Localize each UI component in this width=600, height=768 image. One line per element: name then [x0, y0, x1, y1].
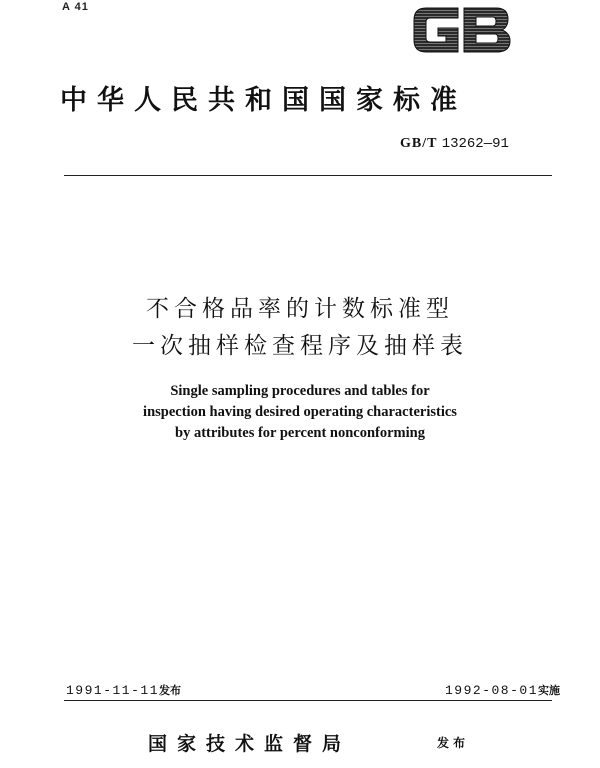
title-cn-line1: 不合格品率的计数标准型	[146, 296, 454, 322]
issue-date-value: 1991-11-11	[66, 683, 160, 698]
title-cn-line2: 一次抽样检查程序及抽样表	[132, 333, 468, 359]
corner-code: A 41	[62, 1, 89, 13]
bottom-divider	[64, 700, 552, 701]
title-en-line2: inspection having desired operating characteristics	[143, 404, 457, 420]
implement-date	[445, 682, 560, 698]
issue-date-suffix: 发布	[159, 684, 182, 697]
organization-title: 中华人民共和国国家标准	[60, 85, 467, 116]
svg-text:GB: GB	[461, 40, 463, 41]
implement-date-suffix: 实施	[538, 684, 560, 697]
title-en-line3: by attributes for percent nonconforming	[175, 425, 425, 441]
standard-prefix: GB/T	[400, 136, 438, 151]
gb-logo	[408, 0, 516, 56]
top-divider	[64, 175, 552, 176]
title-en-line1: Single sampling procedures and tables for	[170, 383, 430, 399]
publish-label: 发布	[437, 736, 470, 750]
standard-number: 13262—91	[441, 136, 509, 152]
implement-date-value: 1992-08-01	[444, 683, 538, 698]
publisher: 国家技术监督局	[148, 733, 352, 755]
issue-date	[66, 682, 181, 698]
standard-code	[400, 136, 509, 152]
